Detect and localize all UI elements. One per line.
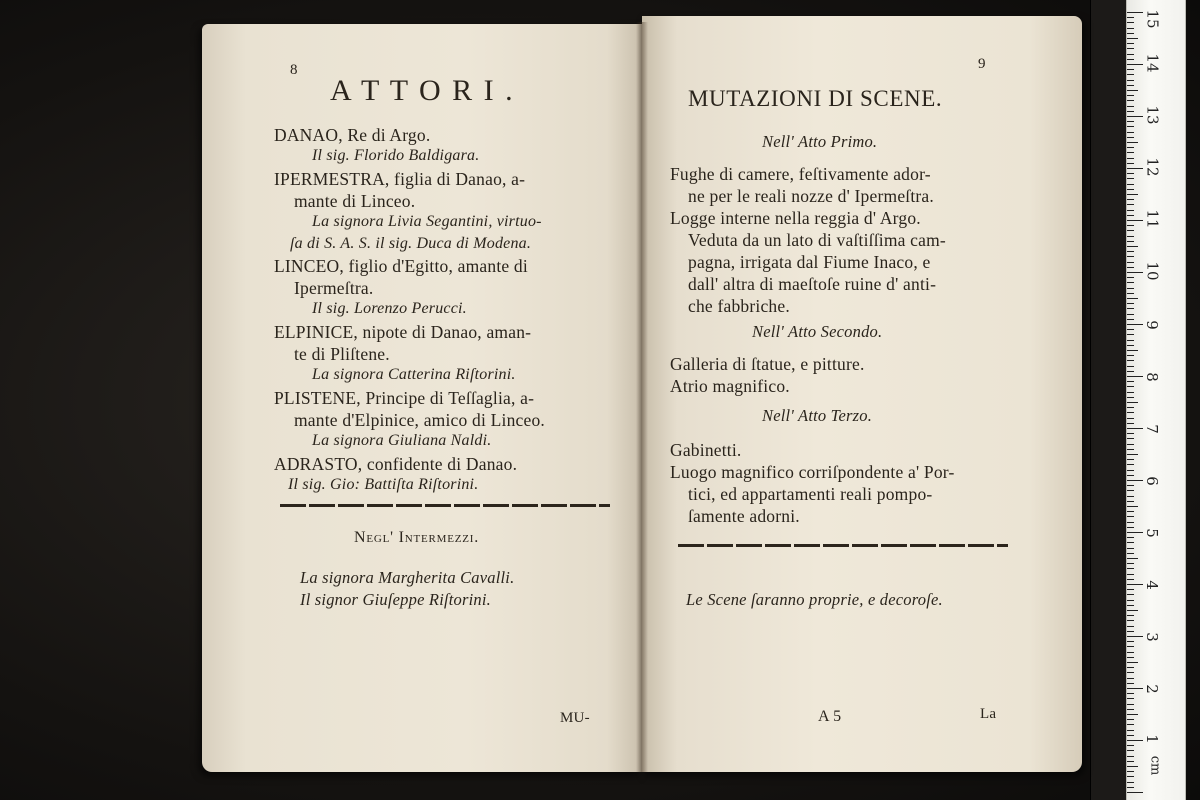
ruler-tick: [1127, 646, 1134, 647]
ruler-tick: [1127, 90, 1138, 91]
cast-line: La signora Giuliana Naldi.: [312, 432, 492, 449]
cast-line: IPERMESTRA, figlia di Danao, a-: [274, 169, 526, 189]
ruler-tick: [1127, 194, 1138, 195]
ruler-tick: [1127, 620, 1134, 621]
ruler-tick: [1127, 672, 1134, 673]
ruler-tick: [1127, 215, 1134, 216]
ruler-tick: [1127, 85, 1134, 86]
cast-line: Il sig. Lorenzo Perucci.: [312, 300, 467, 317]
ruler-tick: [1127, 714, 1138, 715]
ruler-tick: [1127, 95, 1134, 96]
scene-line: Galleria di ſtatue, e pitture.: [670, 354, 865, 374]
ruler-number: 5: [1142, 528, 1161, 538]
ruler-tick: [1127, 397, 1134, 398]
ruler-tick: [1127, 542, 1134, 543]
ruler-tick: [1127, 277, 1134, 278]
ruler-tick: [1127, 48, 1134, 49]
ruler-tick: [1127, 792, 1143, 793]
ruler-tick: [1127, 454, 1138, 455]
ruler-tick: [1127, 168, 1143, 169]
ruler-tick: [1127, 376, 1143, 377]
ruler-tick: [1127, 319, 1134, 320]
scene-line: Atrio magnifico.: [670, 376, 790, 396]
ruler-tick: [1127, 740, 1143, 741]
ruler-tick: [1127, 350, 1138, 351]
ruler-tick: [1127, 745, 1134, 746]
cast-line: Il sig. Gio: Battiſta Riſtorini.: [288, 476, 479, 493]
ruler-tick: [1127, 594, 1134, 595]
ruler-tick: [1127, 501, 1134, 502]
ruler-tick: [1127, 366, 1134, 367]
ruler-number: 2: [1142, 684, 1161, 694]
ruler-tick: [1127, 210, 1134, 211]
ruler-tick: [1127, 615, 1134, 616]
ruler-tick: [1127, 589, 1134, 590]
ruler-tick: [1127, 54, 1134, 55]
ruler-tick: [1127, 241, 1134, 242]
ruler-tick: [1127, 230, 1134, 231]
ruler-tick: [1127, 652, 1134, 653]
ruler-tick: [1127, 407, 1134, 408]
ruler-tick: [1127, 381, 1134, 382]
ruler-tick: [1127, 735, 1134, 736]
section-divider: [678, 544, 1008, 547]
ruler-tick: [1127, 116, 1143, 117]
ruler-tick: [1127, 298, 1138, 299]
ruler-number: 12: [1143, 157, 1162, 177]
ruler-tick: [1127, 111, 1134, 112]
scene-line: ſamente adorni.: [688, 506, 800, 526]
ruler-tick: [1127, 142, 1138, 143]
ruler-tick: [1127, 475, 1134, 476]
ruler-tick: [1127, 584, 1143, 585]
ruler-tick: [1127, 303, 1134, 304]
ruler-tick: [1127, 766, 1138, 767]
ruler-tick: [1127, 163, 1134, 164]
cast-line: Ipermeſtra.: [294, 278, 374, 298]
ruler-tick: [1127, 43, 1134, 44]
ruler-tick: [1127, 480, 1143, 481]
ruler-number: 10: [1143, 261, 1162, 281]
ruler-tick: [1127, 756, 1134, 757]
right-catchword: La: [980, 706, 997, 722]
ruler-tick: [1127, 272, 1143, 273]
ruler-tick: [1127, 293, 1134, 294]
ruler-tick: [1127, 698, 1134, 699]
ruler-tick: [1127, 605, 1134, 606]
ruler-tick: [1127, 563, 1134, 564]
ruler-tick: [1127, 121, 1134, 122]
ruler-tick: [1127, 22, 1134, 23]
ruler-tick: [1127, 199, 1134, 200]
scene-line: pagna, irrigata dal Fiume Inaco, e: [688, 252, 931, 272]
cast-line: La signora Livia Segantini, virtuo-: [312, 213, 542, 230]
ruler-number: 1: [1142, 734, 1161, 744]
ruler-tick: [1127, 496, 1134, 497]
ruler-tick: [1127, 693, 1134, 694]
ruler-number: 9: [1142, 320, 1161, 330]
ruler-number: 3: [1142, 632, 1161, 642]
ruler-tick: [1127, 184, 1134, 185]
ruler-tick: [1127, 225, 1134, 226]
right-page-number: 9: [978, 56, 986, 72]
ruler-tick: [1127, 626, 1134, 627]
ruler-tick: [1127, 511, 1134, 512]
ruler-tick: [1127, 282, 1134, 283]
ruler-tick: [1127, 490, 1134, 491]
ruler-tick: [1127, 80, 1134, 81]
ruler-tick: [1127, 428, 1143, 429]
ruler-tick: [1127, 750, 1134, 751]
ruler-tick: [1127, 158, 1134, 159]
act-heading: Nell' Atto Secondo.: [752, 322, 883, 341]
ruler-number: 6: [1142, 476, 1161, 486]
ruler-tick: [1127, 106, 1134, 107]
ruler-tick: [1127, 236, 1134, 237]
ruler-tick: [1127, 771, 1134, 772]
ruler-tick: [1127, 641, 1134, 642]
ruler-tick: [1127, 314, 1134, 315]
ruler-tick: [1127, 345, 1134, 346]
ruler-tick: [1127, 340, 1134, 341]
left-page-number: 8: [290, 62, 298, 78]
ruler-tick: [1127, 147, 1134, 148]
ruler-tick: [1127, 69, 1134, 70]
ruler-tick: [1127, 438, 1134, 439]
ruler-tick: [1127, 667, 1134, 668]
cast-line: Il sig. Florido Baldigara.: [312, 147, 480, 164]
ruler-tick: [1127, 579, 1134, 580]
ruler-unit: cm: [1147, 755, 1163, 776]
ruler-number: 13: [1143, 105, 1162, 125]
intermezzi-line: La signora Margherita Cavalli.: [300, 568, 515, 587]
ruler-tick: [1127, 59, 1134, 60]
ruler-tick: [1127, 334, 1134, 335]
ruler-tick: [1127, 709, 1134, 710]
scene-line: Fughe di camere, feſtivamente ador-: [670, 164, 931, 184]
ruler-tick: [1127, 444, 1134, 445]
left-catchword: MU-: [560, 710, 590, 726]
ruler-tick: [1127, 329, 1134, 330]
cast-line: mante di Linceo.: [294, 191, 416, 211]
ruler-number: 14: [1143, 53, 1162, 73]
ruler-number: 15: [1143, 9, 1162, 29]
ruler-number: 8: [1142, 372, 1161, 382]
scene-line: Gabinetti.: [670, 440, 742, 460]
ruler-number: 4: [1142, 580, 1161, 590]
ruler-tick: [1127, 100, 1134, 101]
ruler-tick: [1127, 548, 1134, 549]
ruler-tick: [1127, 360, 1134, 361]
scene-line: dall' altra di maeſtoſe ruine d' anti-: [688, 274, 937, 294]
right-page: [642, 16, 1082, 772]
ruler-tick: [1127, 173, 1134, 174]
cast-line: ſa di S. A. S. il sig. Duca di Modena.: [290, 235, 532, 252]
ruler-tick: [1127, 568, 1134, 569]
ruler-tick: [1127, 724, 1134, 725]
intermezzi-title: Negl' Intermezzi.: [354, 529, 480, 546]
ruler-tick: [1127, 423, 1134, 424]
cast-line: DANAO, Re di Argo.: [274, 125, 431, 145]
ruler-tick: [1127, 558, 1138, 559]
cast-line: ELPINICE, nipote di Danao, aman-: [274, 322, 532, 342]
ruler-tick: [1127, 386, 1134, 387]
ruler-tick: [1127, 126, 1134, 127]
cast-line: LINCEO, figlio d'Egitto, amante di: [274, 256, 528, 276]
ruler-tick: [1127, 433, 1134, 434]
ruler-number: 7: [1142, 424, 1161, 434]
ruler-tick: [1127, 12, 1143, 13]
signature-mark: A 5: [818, 708, 842, 725]
ruler-tick: [1127, 657, 1134, 658]
ruler-tick: [1127, 537, 1134, 538]
ruler-tick: [1127, 464, 1134, 465]
ruler-tick: [1127, 418, 1134, 419]
ruler-tick: [1127, 449, 1134, 450]
ruler-tick: [1127, 189, 1134, 190]
section-divider: [280, 504, 610, 507]
ruler-tick: [1127, 204, 1134, 205]
ruler-tick: [1127, 610, 1138, 611]
ruler-tick: [1127, 704, 1134, 705]
scene-line: ne per le reali nozze d' Ipermeſtra.: [688, 186, 934, 206]
ruler-tick: [1127, 485, 1134, 486]
ruler-tick: [1127, 402, 1138, 403]
cast-line: ADRASTO, confidente di Danao.: [274, 454, 518, 474]
ruler-tick: [1127, 137, 1134, 138]
ruler-tick: [1127, 371, 1134, 372]
ruler-tick: [1127, 251, 1134, 252]
ruler-tick: [1127, 33, 1134, 34]
ruler-tick: [1127, 178, 1134, 179]
ruler-tick: [1127, 506, 1138, 507]
right-heading: MUTAZIONI DI SCENE.: [688, 86, 943, 111]
left-page: [202, 24, 642, 772]
ruler-tick: [1127, 308, 1134, 309]
cast-line: PLISTENE, Principe di Teſſaglia, a-: [274, 388, 535, 408]
ruler-tick: [1127, 17, 1134, 18]
ruler-tick: [1127, 74, 1134, 75]
scene-line: Veduta da un lato di vaſtiſſima cam-: [688, 230, 946, 250]
ruler-tick: [1127, 220, 1143, 221]
ruler-tick: [1127, 631, 1134, 632]
ruler-tick: [1127, 412, 1134, 413]
ruler-tick: [1127, 787, 1134, 788]
ruler-tick: [1127, 267, 1134, 268]
ruler-tick: [1127, 28, 1134, 29]
ruler-tick: [1127, 683, 1134, 684]
scene-line: Logge interne nella reggia d' Argo.: [670, 208, 921, 228]
ruler-tick: [1127, 636, 1143, 637]
cast-line: La signora Catterina Riſtorini.: [312, 366, 516, 383]
ruler-tick: [1127, 522, 1134, 523]
ruler-tick: [1127, 152, 1134, 153]
scene-line: che fabbriche.: [688, 296, 790, 316]
scene-line: Luogo magnifico corriſpondente a' Por-: [670, 462, 955, 482]
ruler-tick: [1127, 459, 1134, 460]
ruler-number: 11: [1143, 209, 1162, 229]
ruler-tick: [1127, 553, 1134, 554]
ruler-tick: [1127, 678, 1134, 679]
ruler-tick: [1127, 730, 1134, 731]
ruler-tick: [1127, 527, 1134, 528]
measurement-ruler: [1126, 0, 1186, 800]
ruler-tick: [1127, 262, 1134, 263]
ruler-tick: [1127, 662, 1138, 663]
ruler-tick: [1127, 132, 1134, 133]
ruler-tick: [1127, 600, 1134, 601]
ruler-tick: [1127, 574, 1134, 575]
ruler-tick: [1127, 392, 1134, 393]
act-heading: Nell' Atto Primo.: [762, 132, 878, 151]
scene-line: tici, ed appartamenti reali pompo-: [688, 484, 933, 504]
ruler-tick: [1127, 288, 1134, 289]
ruler-tick: [1127, 532, 1143, 533]
ruler-tick: [1127, 761, 1134, 762]
book-gutter: [636, 22, 648, 772]
ruler-tick: [1127, 516, 1134, 517]
ruler-tick: [1127, 38, 1138, 39]
ruler-tick: [1127, 246, 1138, 247]
ruler-tick: [1127, 719, 1134, 720]
ruler-tick: [1127, 782, 1134, 783]
ruler-tick: [1127, 688, 1143, 689]
intermezzi-line: Il signor Giuſeppe Riſtorini.: [300, 590, 491, 609]
cast-line: te di Pliſtene.: [294, 344, 390, 364]
ruler-tick: [1127, 256, 1134, 257]
act-heading: Nell' Atto Terzo.: [762, 406, 873, 425]
ruler-tick: [1127, 470, 1134, 471]
left-heading: A T T O R I .: [330, 74, 515, 107]
footer-note: Le Scene ſaranno proprie, e decoroſe.: [686, 590, 943, 609]
ruler-tick: [1127, 324, 1143, 325]
cast-line: mante d'Elpinice, amico di Linceo.: [294, 410, 545, 430]
ruler-tick: [1127, 64, 1143, 65]
ruler-tick: [1127, 355, 1134, 356]
ruler-tick: [1127, 776, 1134, 777]
